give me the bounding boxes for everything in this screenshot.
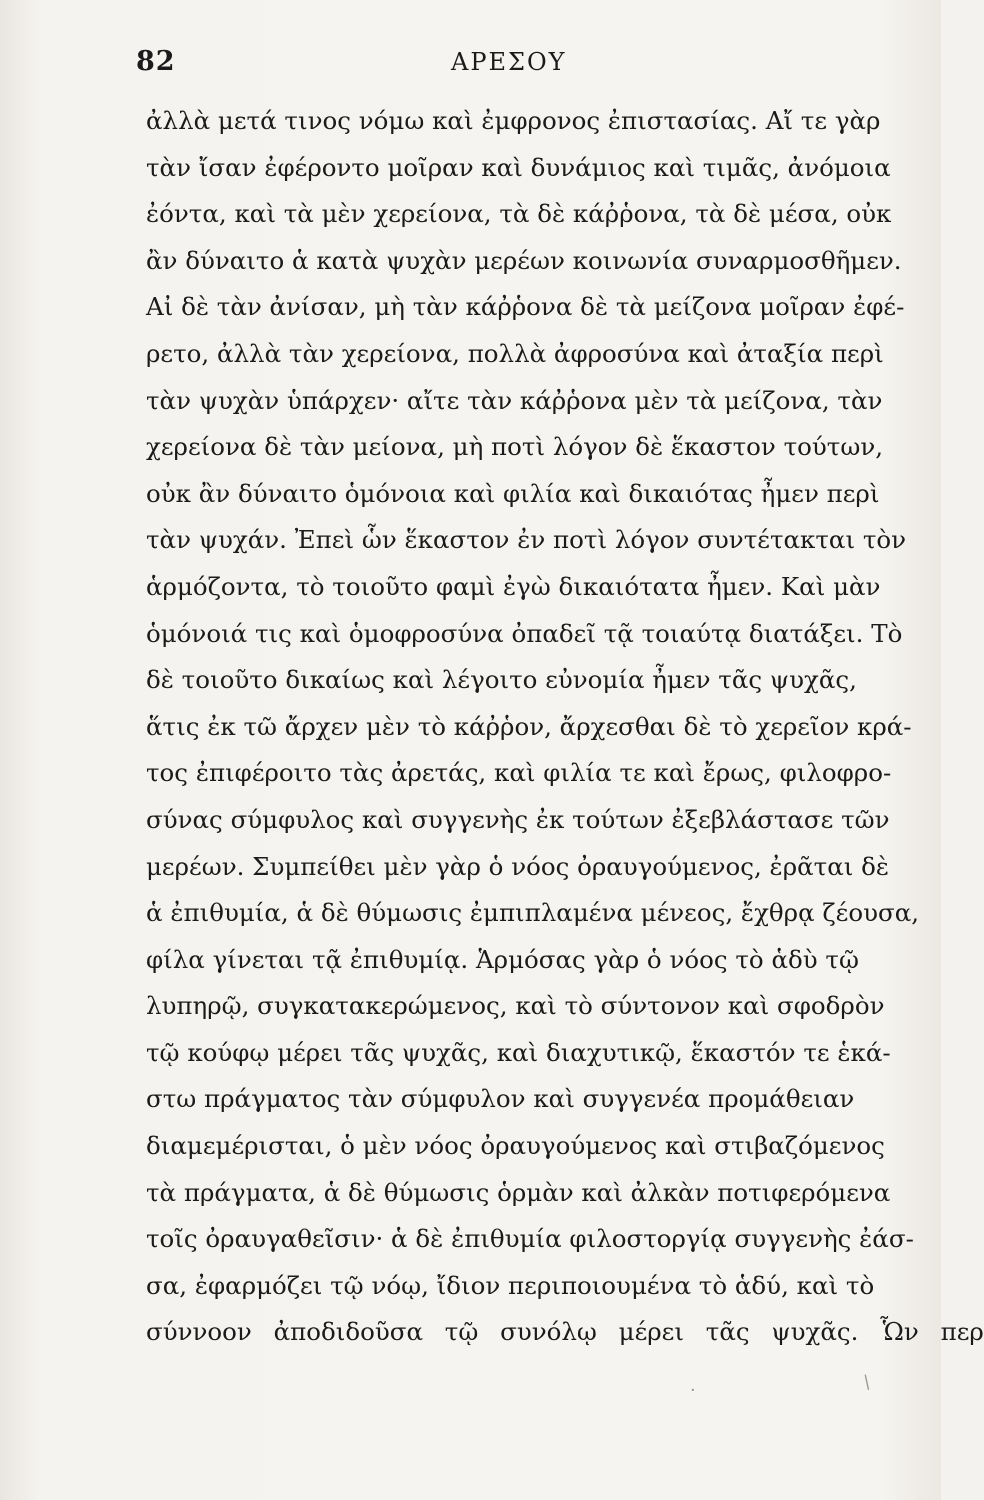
- text-line: οὐκ ἂν δύναιτο ὁμόνοια καὶ φιλία καὶ δικαιότας ἦμεν περὶ: [146, 478, 880, 508]
- text-line: στω πράγματος τὰν σύμφυλον καὶ συγγενέα προμάθειαν: [146, 1084, 855, 1114]
- text-line: τὰν ψυχὰν ὑπάρχεν· αἴτε τὰν κάῤῥονα μὲν τὰ μείζονα, τὰν: [146, 385, 883, 415]
- text-line: τοῖς ὀραυγαθεῖσιν· ἁ δὲ ἐπιθυμία φιλοστοργίᾳ συγγενὴς ἐάσ-: [146, 1224, 914, 1254]
- text-line: τῷ κούφῳ μέρει τᾶς ψυχᾶς, καὶ διαχυτικῷ, ἕκαστόν τε ἑκά-: [146, 1037, 891, 1067]
- text-line: τὰν ψυχάν. Ἐπεὶ ὧν ἕκαστον ἐν ποτὶ λόγον συντέτακται τὸν: [146, 525, 907, 555]
- running-title: ΑΡΕΣΟΥ: [451, 48, 567, 76]
- text-line: ἁρμόζοντα, τὸ τοιοῦτο φαμὶ ἐγὼ δικαιότατα ἦμεν. Καὶ μὰν: [146, 571, 881, 601]
- text-line: ἐόντα, καὶ τὰ μὲν χερείονα, τὰ δὲ κάῤῥονα, τὰ δὲ μέσα, οὐκ: [146, 199, 892, 229]
- text-line: σύννοον ἀποδιδοῦσα τῷ συνόλῳ μέρει τᾶς ψυχᾶς. Ὧν περ: [146, 1317, 984, 1347]
- text-line: διαμεμέρισται, ὁ μὲν νόος ὀραυγούμενος καὶ στιβαζόμενος: [146, 1131, 885, 1161]
- text-line: τὰν ἴσαν ἐφέροντο μοῖραν καὶ δυνάμιος καὶ τιμᾶς, ἀνόμοια: [146, 152, 891, 182]
- text-line: ὁμόνοιά τις καὶ ὁμοφροσύνα ὀπαδεῖ τᾷ τοιαύτᾳ διατάξει. Τὸ: [146, 618, 903, 648]
- running-head: [136, 46, 836, 86]
- text-line: τος ἐπιφέροιτο τὰς ἀρετάς, καὶ φιλία τε καὶ ἔρως, φιλοφρο-: [146, 758, 892, 788]
- text-line: τὰ πράγματα, ἁ δὲ θύμωσις ὁρμὰν καὶ ἀλκὰν ποτιφερόμενα: [146, 1177, 891, 1207]
- pencil-stroke: /: [859, 1371, 875, 1394]
- text-line: ἀλλὰ μετά τινος νόμω καὶ ἐμφρονος ἐπιστασίας. Αἴ τε γὰρ: [146, 106, 881, 135]
- text-line: χερείονα δὲ τὰν μείονα, μὴ ποτὶ λόγον δὲ ἕκαστον τούτων,: [146, 432, 884, 462]
- text-line: σύνας σύμφυλος καὶ συγγενὴς ἐκ τούτων ἐξεβλάστασε τῶν: [146, 804, 890, 834]
- text-line: λυπηρῷ, συγκατακερώμενος, καὶ τὸ σύντονον καὶ σφοδρὸν: [146, 991, 885, 1021]
- text-line: Αἰ δὲ τὰν ἀνίσαν, μὴ τὰν κάῤῥονα δὲ τὰ μείζονα μοῖραν ἐφέ-: [146, 292, 905, 322]
- page-number: 82: [136, 46, 176, 77]
- text-line: μερέων. Συμπείθει μὲν γὰρ ὁ νόος ὀραυγούμενος, ἐρᾶται δὲ: [146, 851, 890, 881]
- text-line: σα, ἐφαρμόζει τῷ νόῳ, ἴδιον περιποιουμένα τὸ ἁδύ, καὶ τὸ: [146, 1270, 875, 1300]
- text-line: ἂν δύναιτο ἁ κατὰ ψυχὰν μερέων κοινωνία συναρμοσθῆμεν.: [146, 245, 902, 275]
- text-line: ρετο, ἀλλὰ τὰν χερείονα, πολλὰ ἀφροσύνα καὶ ἀταξία περὶ: [146, 338, 884, 368]
- ink-speck: ·: [690, 1380, 696, 1401]
- text-line: φίλα γίνεται τᾷ ἐπιθυμίᾳ. Ἁρμόσας γὰρ ὁ νόος τὸ ἁδὺ τῷ: [146, 944, 859, 974]
- text-line: ἅτις ἐκ τῶ ἄρχεν μὲν τὸ κάῤῥον, ἄρχεσθαι δὲ τὸ χερεῖον κρά-: [146, 711, 912, 741]
- body-text: [146, 98, 984, 1356]
- text-line: δὲ τοιοῦτο δικαίως καὶ λέγοιτο εὐνομία ἦμεν τᾶς ψυχᾶς,: [146, 665, 857, 695]
- text-line: ἁ ἐπιθυμία, ἁ δὲ θύμωσις ἐμπιπλαμένα μένεος, ἔχθρᾳ ζέουσα,: [146, 898, 920, 928]
